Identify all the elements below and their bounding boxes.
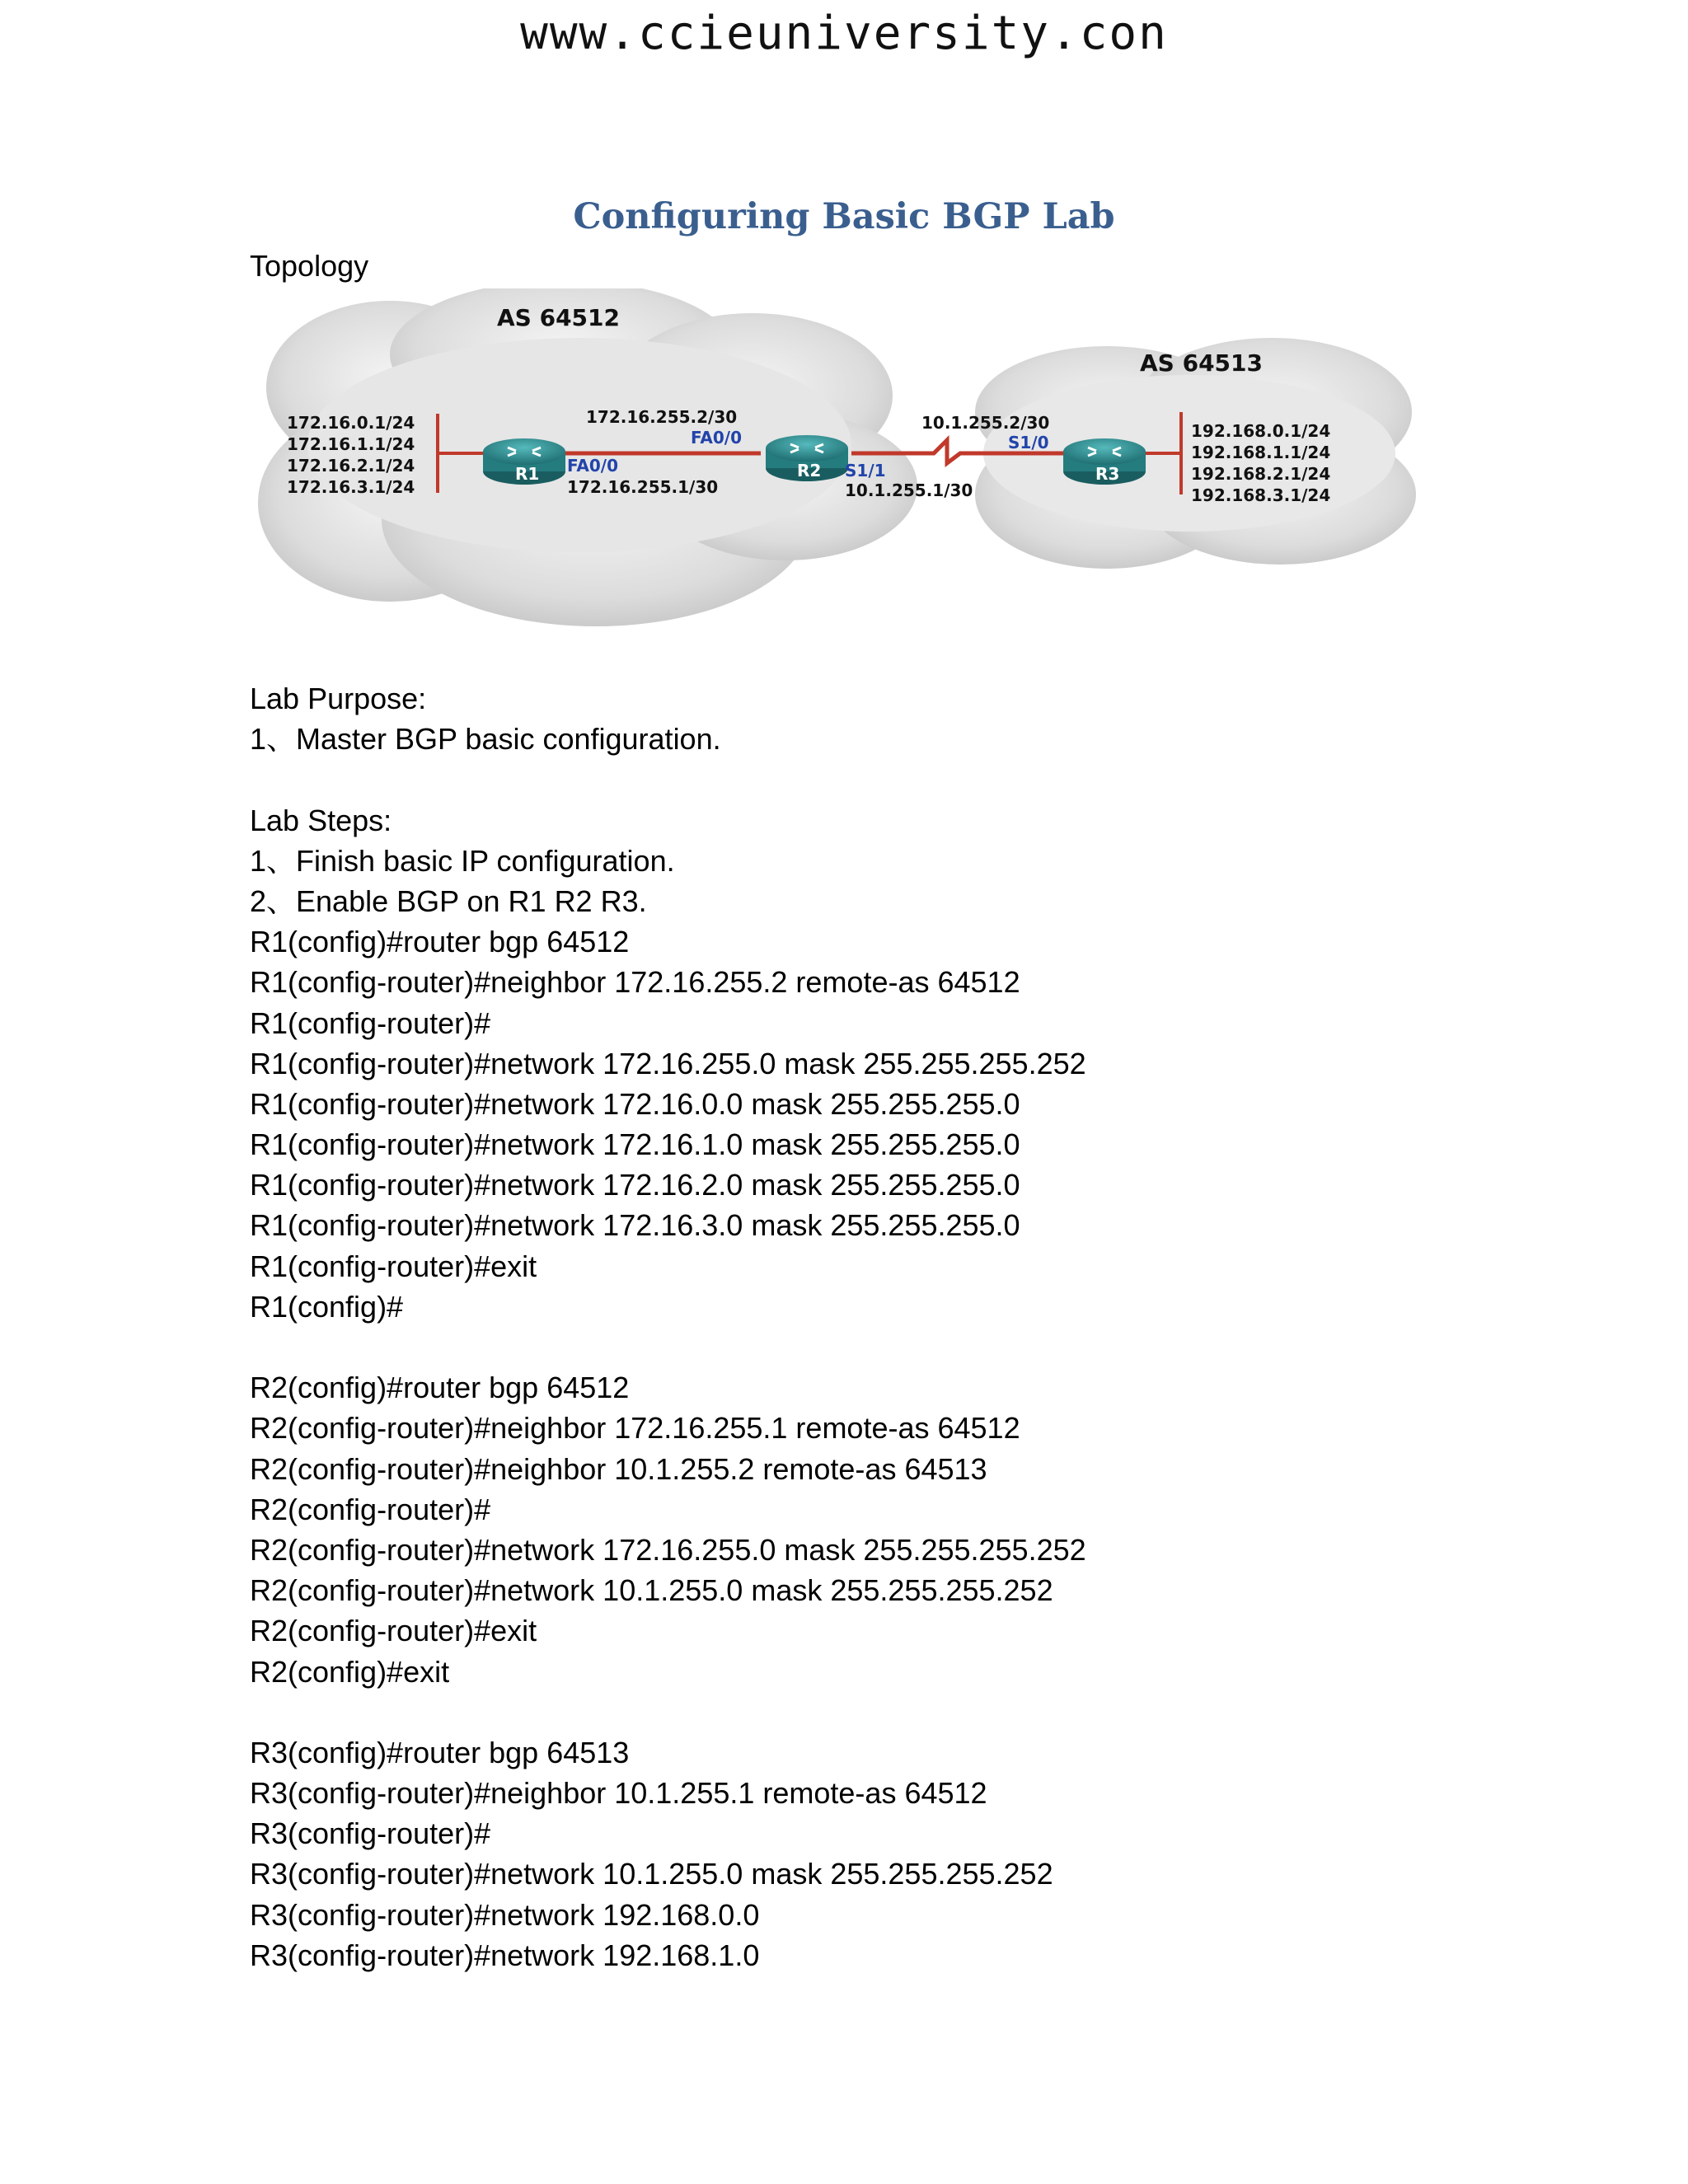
r3-network-3: 192.168.3.1/24 (1191, 485, 1331, 505)
text-line: R3(config-router)#network 10.1.255.0 mask 255.255.255.252 (250, 1857, 1053, 1891)
text-line: R1(config-router)#network 172.16.2.0 mask 255.255.255.0 (250, 1168, 1020, 1202)
text-line: R2(config-router)#exit (250, 1614, 537, 1648)
text-line (250, 759, 1086, 799)
text-line (250, 1692, 1086, 1732)
router-r1-label: R1 (515, 464, 540, 484)
text-line: R1(config)# (250, 1289, 404, 1324)
text-line: R2(config)#exit (250, 1654, 450, 1689)
text-line: 1、Master BGP basic configuration. (250, 722, 721, 757)
router-r3-label: R3 (1095, 464, 1120, 484)
text-line: 2、Enable BGP on R1 R2 R3. (250, 883, 647, 918)
r3-network-0: 192.168.0.1/24 (1191, 421, 1331, 441)
text-line: R3(config-router)# (250, 1816, 491, 1851)
as-64512-label: AS 64512 (497, 304, 620, 331)
document-title: Configuring Basic BGP Lab (573, 196, 1115, 237)
r3-network-2: 192.168.2.1/24 (1191, 464, 1331, 484)
text-line: R1(config-router)# (250, 1005, 491, 1040)
text-line: R3(config-router)#network 192.168.1.0 (250, 1938, 760, 1972)
text-line: R1(config)#router bgp 64512 (250, 925, 630, 959)
text-line: R1(config-router)#exit (250, 1249, 537, 1283)
text-line: R2(config-router)#network 172.16.255.0 mask 255.255.255.252 (250, 1532, 1086, 1567)
router-r1 (483, 438, 565, 485)
text-line: R2(config-router)#network 10.1.255.0 mask 255.255.255.252 (250, 1573, 1053, 1608)
r2-serial-interface-label: S1/1 (845, 461, 886, 480)
text-line (250, 1327, 1086, 1367)
text-line: R1(config-router)#network 172.16.1.0 mask 255.255.255.0 (250, 1127, 1020, 1162)
r1-network-1: 172.16.1.1/24 (287, 434, 415, 454)
text-line: R3(config-router)#network 192.168.0.0 (250, 1897, 760, 1932)
text-line: R1(config-router)#network 172.16.255.0 mask 255.255.255.252 (250, 1046, 1086, 1080)
text-line: R2(config-router)#neighbor 10.1.255.2 remote-as 64513 (250, 1451, 987, 1486)
text-line: 1、Finish basic IP configuration. (250, 843, 675, 878)
r3-serial-interface-label: S1/0 (1008, 433, 1049, 452)
text-line: Lab Steps: (250, 803, 392, 837)
text-line: R1(config-router)#network 172.16.3.0 mask 255.255.255.0 (250, 1208, 1020, 1243)
text-line: R3(config-router)#neighbor 10.1.255.1 remote-as 64512 (250, 1776, 987, 1811)
router-r2 (766, 435, 848, 481)
r1-fa-interface-label: FA0/0 (567, 456, 618, 476)
r2-serial-ip-label: 10.1.255.1/30 (845, 480, 973, 500)
r1-network-0: 172.16.0.1/24 (287, 413, 415, 433)
text-line: R2(config-router)#neighbor 172.16.255.1 remote-as 64512 (250, 1411, 1020, 1446)
as-64513-label: AS 64513 (1140, 349, 1263, 377)
router-r2-label: R2 (797, 461, 822, 480)
text-line: Lab Purpose: (250, 682, 427, 715)
r2-fa-ip-label: 172.16.255.2/30 (586, 407, 738, 427)
r1-network-3: 172.16.3.1/24 (287, 477, 415, 497)
text-line: R3(config)#router bgp 64513 (250, 1735, 630, 1769)
router-r3 (1063, 438, 1146, 485)
text-line: R2(config)#router bgp 64512 (250, 1371, 630, 1405)
r1-network-2: 172.16.2.1/24 (287, 456, 415, 476)
topology-label: Topology (250, 249, 369, 283)
site-url: www.ccieuniversity.con (520, 7, 1168, 60)
lab-body-text (250, 678, 1086, 1975)
text-line: R1(config-router)#network 172.16.0.0 mask 255.255.255.0 (250, 1086, 1020, 1121)
text-line: R2(config-router)# (250, 1492, 491, 1526)
r2-fa-interface-label: FA0/0 (691, 428, 742, 448)
r3-serial-ip-label: 10.1.255.2/30 (921, 413, 1050, 433)
text-line: R1(config-router)#neighbor 172.16.255.2 remote-as 64512 (250, 965, 1020, 1000)
r3-network-1: 192.168.1.1/24 (1191, 443, 1331, 462)
topology-diagram (250, 288, 1420, 635)
r1-fa-ip-label: 172.16.255.1/30 (567, 477, 719, 497)
